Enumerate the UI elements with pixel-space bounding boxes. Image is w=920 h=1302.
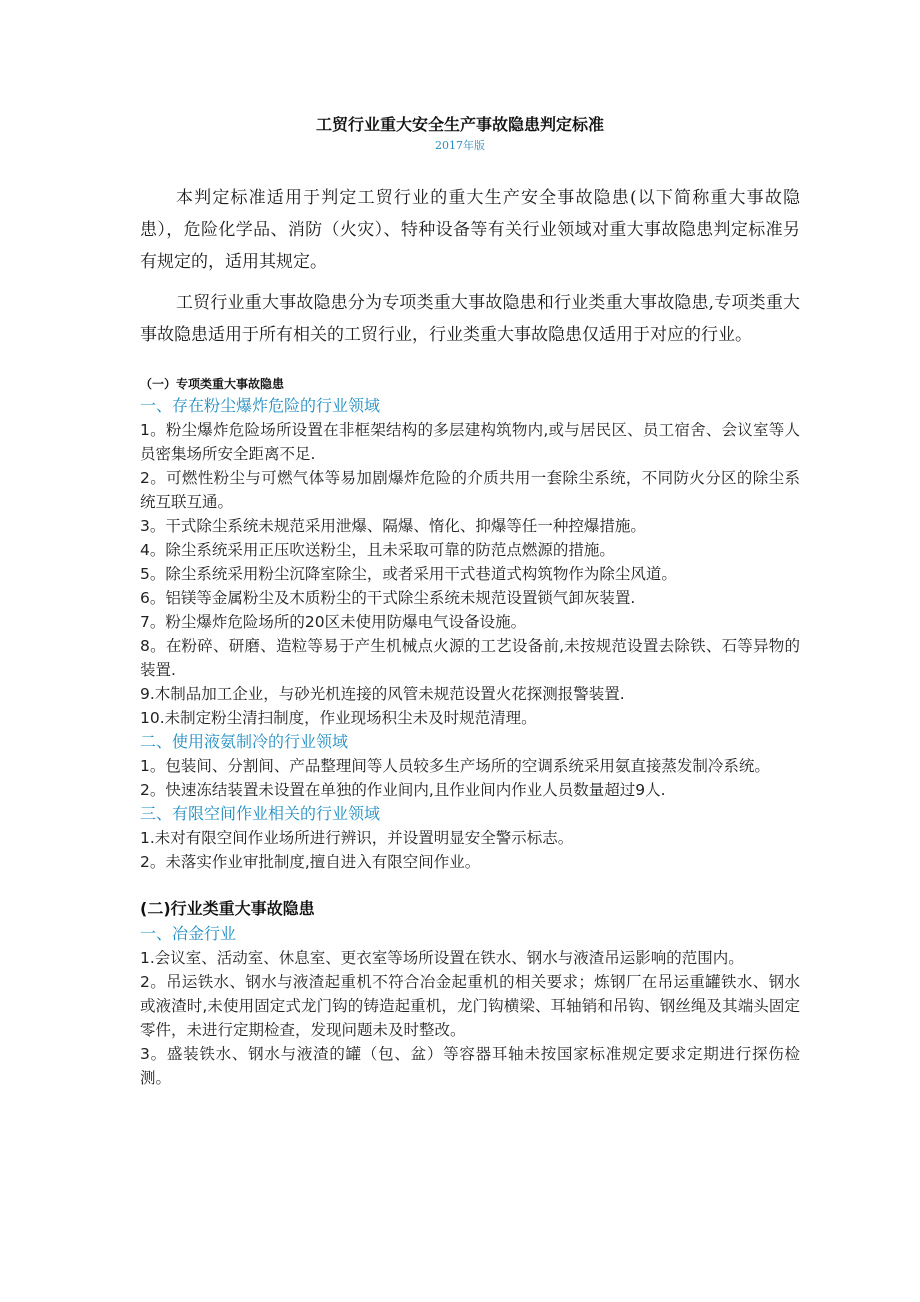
intro-paragraph-1: 本判定标准适用于判定工贸行业的重大生产安全事故隐患(以下简称重大事故隐患），危险化学品、消防（火灾）、特种设备等有关行业领域对重大事故隐患判定标准另有规定的，适用其规定。	[140, 188, 800, 272]
list-item: 1.未对有限空间作业场所进行辨识，并设置明显安全警示标志。	[140, 829, 574, 847]
list-item: 2。吊运铁水、钢水与液渣起重机不符合冶金起重机的相关要求；炼钢厂在吊运重罐铁水、钢水或液渣时,未使用固定式龙门钩的铸造起重机，龙门钩横梁、耳轴销和吊钩、钢丝绳及其端头固定零件，未进行定期检查，发现问题未及时整改。	[140, 973, 800, 1039]
list-item: 4。除尘系统采用正压吹送粉尘，且未采取可靠的防范点燃源的措施。	[140, 541, 615, 559]
list-item: 3。盛装铁水、钢水与液渣的罐（包、盆）等容器耳轴未按国家标准规定要求定期进行探伤检测。	[140, 1045, 800, 1087]
section-heading-confined-space: 三、有限空间作业相关的行业领域	[140, 804, 381, 823]
list-item: 2。未落实作业审批制度,擅自进入有限空间作业。	[140, 853, 481, 871]
part-heading-specialized: （一）专项类重大事故隐患	[140, 377, 285, 391]
section-spacer	[140, 874, 800, 896]
list-item: 5。除尘系统采用粉尘沉降室除尘，或者采用干式巷道式构筑物作为除尘风道。	[140, 565, 677, 583]
list-item: 3。干式除尘系统未规范采用泄爆、隔爆、惰化、抑爆等任一种控爆措施。	[140, 517, 646, 535]
list-item: 6。铝镁等金属粉尘及木质粉尘的干式除尘系统未规范设置锁气卸灰装置.	[140, 589, 636, 607]
list-item: 8。在粉碎、研磨、造粒等易于产生机械点火源的工艺设备前,未按规范设置去除铁、石等异物的装置.	[140, 637, 800, 679]
list-item: 1.会议室、活动室、休息室、更衣室等场所设置在铁水、钢水与液渣吊运影响的范围内。	[140, 949, 744, 967]
part-heading-industry: (二)行业类重大事故隐患	[140, 899, 315, 918]
page-title: 工贸行业重大安全生产事故隐患判定标准	[315, 115, 604, 134]
section-heading-metallurgy: 一、冶金行业	[140, 924, 237, 943]
section-heading-dust: 一、存在粉尘爆炸危险的行业领域	[140, 396, 381, 415]
list-item: 1。包装间、分割间、产品整理间等人员较多生产场所的空调系统采用氨直接蒸发制冷系统。	[140, 757, 770, 775]
list-item: 7。粉尘爆炸危险场所的20区未使用防爆电气设备设施。	[140, 613, 527, 631]
section-heading-ammonia: 二、使用液氨制冷的行业领域	[140, 732, 349, 751]
list-item: 2。可燃性粉尘与可燃气体等易加剧爆炸危险的介质共用一套除尘系统，不同防火分区的除尘系统互联互通。	[140, 469, 800, 511]
intro-paragraph-2: 工贸行业重大事故隐患分为专项类重大事故隐患和行业类重大事故隐患,专项类重大事故隐患适用于所有相关的工贸行业，行业类重大事故隐患仅适用于对应的行业。	[140, 293, 800, 345]
list-item: 9.木制品加工企业，与砂光机连接的风管未规范设置火花探测报警装置.	[140, 685, 625, 703]
document-body	[140, 374, 800, 1090]
page-subtitle: 2017年版	[435, 139, 485, 152]
list-item: 1。粉尘爆炸危险场所设置在非框架结构的多层建构筑物内,或与居民区、员工宿舍、会议室等人员密集场所安全距离不足.	[140, 421, 800, 463]
list-item: 2。快速冻结装置未设置在单独的作业间内,且作业间内作业人员数量超过9人.	[140, 781, 666, 799]
list-item: 10.未制定粉尘清扫制度，作业现场积尘未及时规范清理。	[140, 709, 537, 727]
